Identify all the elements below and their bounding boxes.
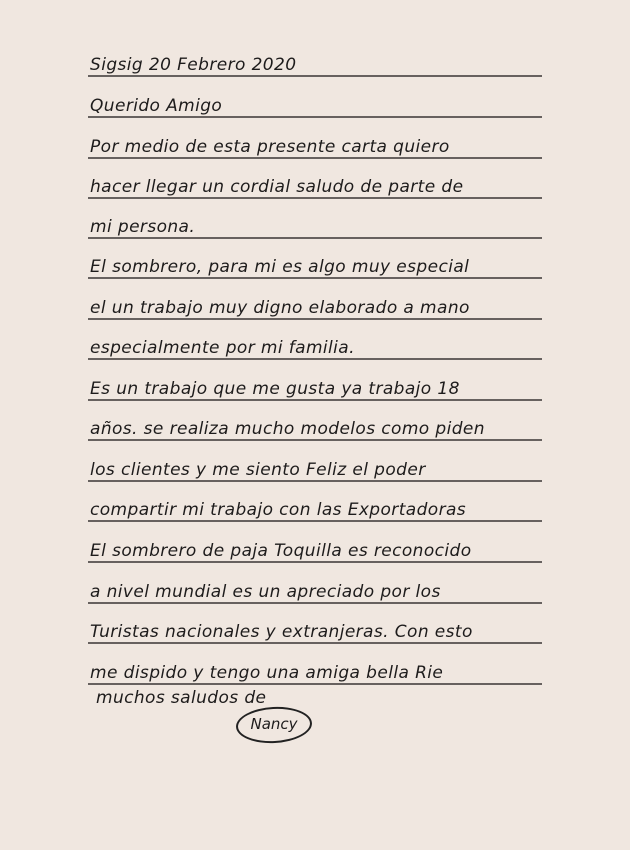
letter-line: especialmente por mi familia. <box>90 338 355 358</box>
letter-line: El sombrero de paja Toquilla es reconocido <box>90 541 472 561</box>
signature <box>236 707 312 743</box>
rule-line <box>88 237 542 239</box>
rule-line <box>88 277 542 279</box>
rule-line <box>88 480 542 482</box>
letter-line: compartir mi trabajo con las Exportadoras <box>90 500 467 520</box>
rule-line <box>88 439 542 441</box>
rule-line <box>88 197 542 199</box>
rule-line <box>88 75 542 77</box>
letter-line: el un trabajo muy digno elaborado a mano <box>90 298 470 318</box>
rule-line <box>88 602 542 604</box>
letter-line: Es un trabajo que me gusta ya trabajo 18 <box>90 379 460 399</box>
letter-line: a nivel mundial es un apreciado por los <box>90 582 441 602</box>
rule-line <box>88 642 542 644</box>
letter-line: me dispido y tengo una amiga bella Rie <box>90 663 444 683</box>
letter-place-date: Sigsig 20 Febrero 2020 <box>90 55 297 75</box>
letter-line: El sombrero, para mi es algo muy especial <box>90 257 470 277</box>
letter-line: Por medio de esta presente carta quiero <box>90 137 450 157</box>
rule-line <box>88 157 542 159</box>
letter-line: Turistas nacionales y extranjeras. Con esto <box>90 622 473 642</box>
rule-line <box>88 358 542 360</box>
rule-line <box>88 683 542 685</box>
rule-line <box>88 116 542 118</box>
letter-line: los clientes y me siento Feliz el poder <box>90 460 426 480</box>
rule-line <box>88 399 542 401</box>
letter-line: hacer llegar un cordial saludo de parte de <box>90 177 464 197</box>
rule-line <box>88 561 542 563</box>
letter-closing: muchos saludos de <box>96 688 267 708</box>
rule-line <box>88 520 542 522</box>
letter-line: mi persona. <box>90 217 196 237</box>
letter-greeting: Querido Amigo <box>90 96 223 116</box>
letter-line: años. se realiza mucho modelos como piden <box>90 419 485 439</box>
signature-name: Nancy <box>250 715 298 733</box>
rule-line <box>88 318 542 320</box>
